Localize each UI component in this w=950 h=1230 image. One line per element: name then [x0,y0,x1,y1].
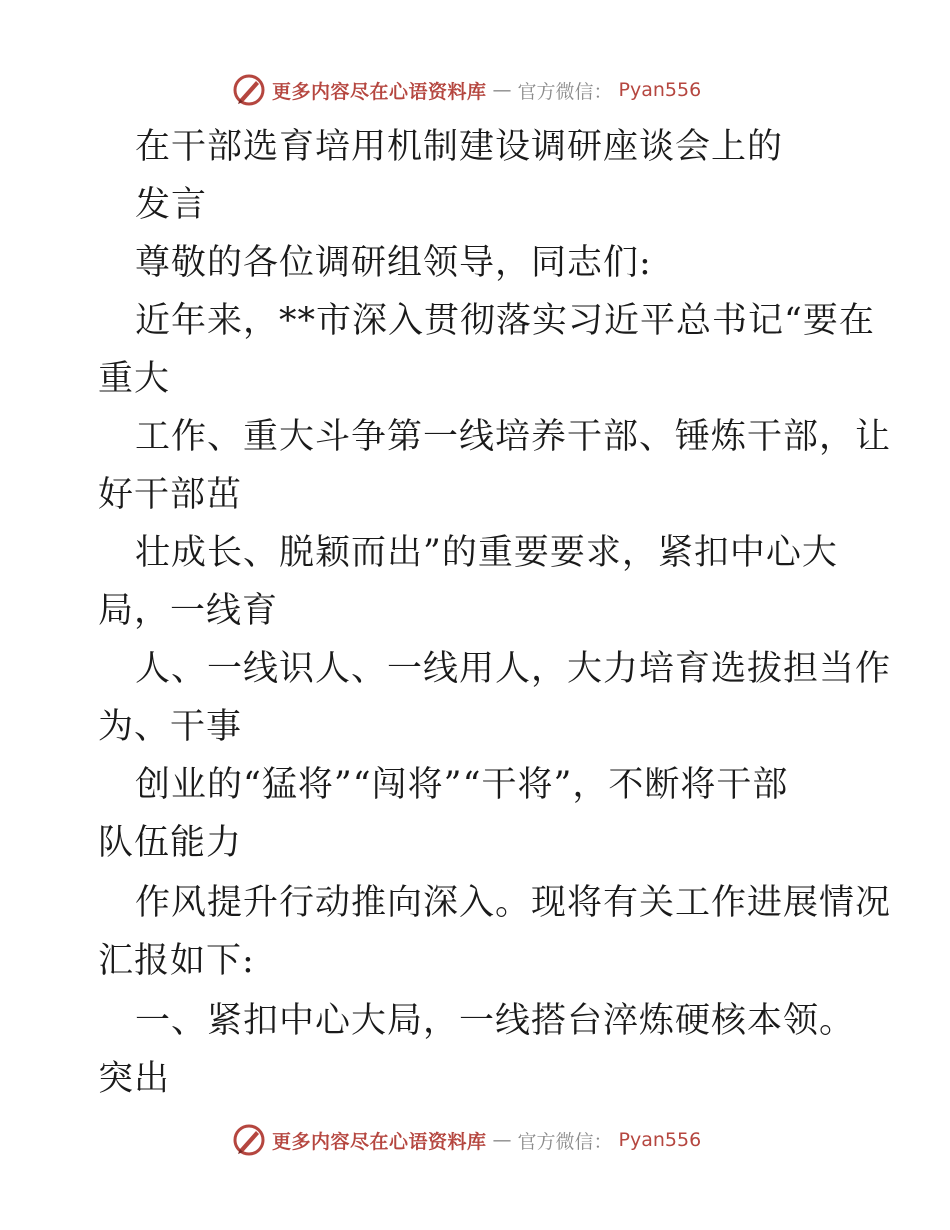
doc-title-line-1: 在干部选育培用机制建设调研座谈会上的 [135,127,784,167]
watermark-wechat-id: Pyan556 [618,79,702,101]
doc-line: 好干部茁 [98,475,243,515]
doc-line: 人、一线识人、一线用人，大力培育选拔担当作 [135,649,892,689]
doc-line: 突出 [98,1059,171,1099]
watermark-main-text: 更多内容尽在心语资料库 [272,80,487,103]
doc-line: 队伍能力 [98,823,243,863]
doc-line: 壮成长、脱颖而出”的重要要求，紧扣中心大 [135,533,838,573]
pen-logo-icon [232,73,266,107]
doc-line: 近年来，**市深入贯彻落实习近平总书记“要在 [135,301,875,341]
watermark-official-label: 官方微信： [517,1130,613,1153]
doc-line: 汇报如下: [98,941,255,981]
doc-line: 工作、重大斗争第一线培养干部、锤炼干部，让 [135,417,892,457]
doc-section-heading: 一、紧扣中心大局，一线搭台淬炼硬核本领。 [135,1001,856,1041]
header-watermark [232,70,701,110]
watermark-dash: — [492,1129,512,1151]
doc-title-line-2: 发言 [135,185,208,225]
watermark-wechat-id: Pyan556 [618,1129,702,1151]
watermark-main-text: 更多内容尽在心语资料库 [272,1130,487,1153]
doc-line: 为、干事 [98,707,243,747]
doc-salutation: 尊敬的各位调研组领导，同志们: [135,243,652,283]
doc-line: 创业的“猛将”“闯将”“干将”，不断将干部 [135,765,789,805]
doc-line: 作风提升行动推向深入。现将有关工作进展情况 [135,883,892,923]
watermark-dash: — [492,79,512,101]
pen-logo-icon [232,1123,266,1157]
doc-line: 重大 [98,359,171,399]
footer-watermark [232,1120,701,1160]
doc-line: 局，一线育 [98,591,279,631]
watermark-official-label: 官方微信： [517,80,613,103]
